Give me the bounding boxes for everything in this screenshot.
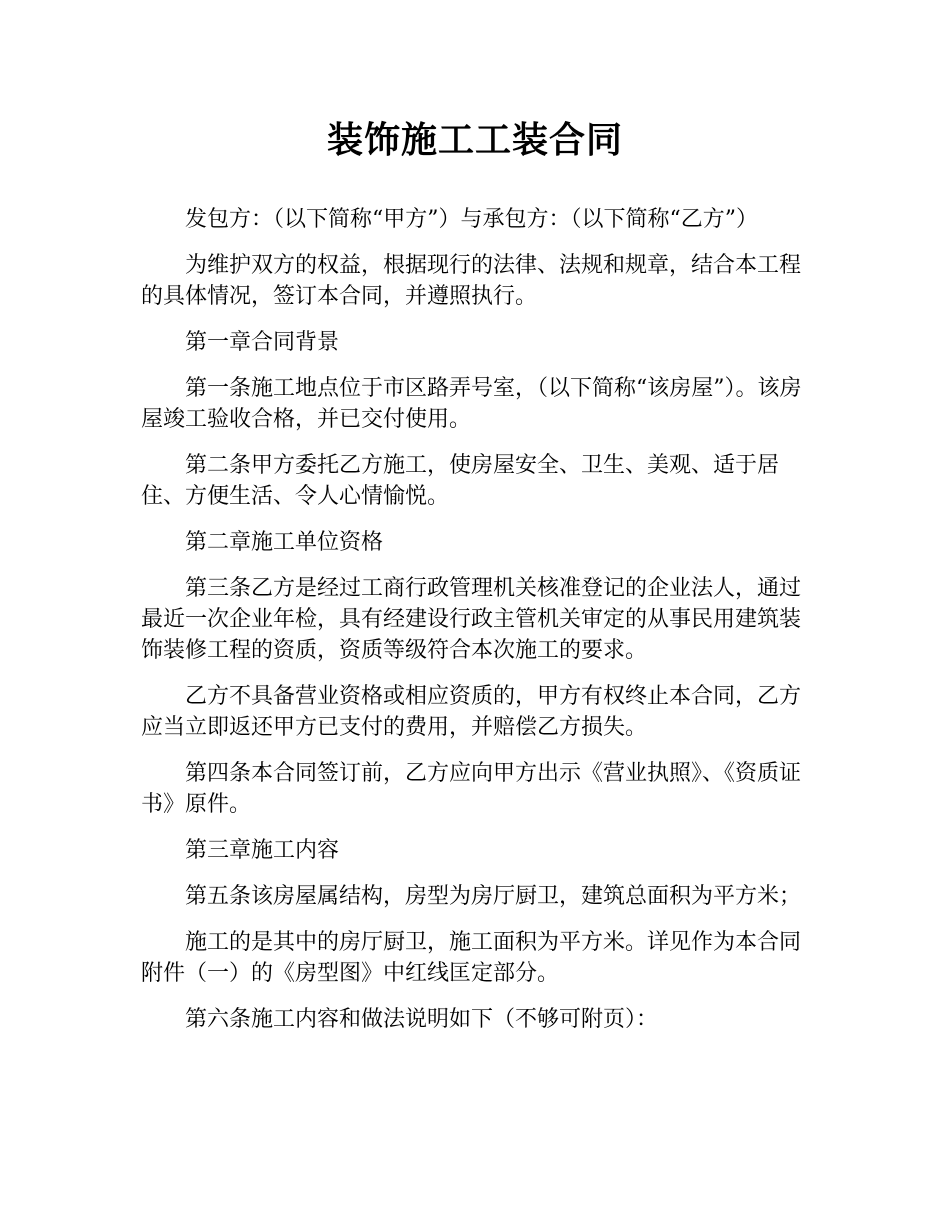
article-6: 第六条施工内容和做法说明如下（不够可附页）：: [185, 1007, 659, 1032]
document-body: [141, 204, 811, 1050]
article-3: 第三条乙方是经过工商行政管理机关核准登记的企业法人，通过最近一次企业年检，具有经建设行政主管机关审定的从事民用建筑装饰装修工程的资质，资质等级符合本次施工的要求。: [141, 576, 802, 663]
chapter-2-heading: 第二章施工单位资格: [185, 530, 384, 555]
document-title: 装饰施工工装合同: [326, 120, 623, 161]
paragraph-construction-area: 施工的是其中的房厅厨卫，施工面积为平方米。详见作为本合同附件（一）的《房型图》中红线匡定部分。: [141, 930, 802, 986]
article-1: 第一条施工地点位于市区路弄号室，（以下简称“该房屋”）。该房屋竣工验收合格，并已交付使用。: [141, 376, 802, 432]
chapter-1-heading: 第一章合同背景: [185, 330, 340, 355]
article-5: 第五条该房屋属结构，房型为房厅厨卫，建筑总面积为平方米；: [185, 884, 802, 909]
chapter-3-heading: 第三章施工内容: [185, 838, 340, 863]
article-4: 第四条本合同签订前，乙方应向甲方出示《营业执照》、《资质证书》原件。: [141, 761, 802, 817]
paragraph-qualification-note: 乙方不具备营业资格或相应资质的，甲方有权终止本合同，乙方应当立即返还甲方已支付的费用，并赔偿乙方损失。: [141, 684, 802, 740]
paragraph-parties: 发包方：（以下简称“甲方”）与承包方：（以下简称“乙方”）: [185, 207, 758, 232]
article-2: 第二条甲方委托乙方施工，使房屋安全、卫生、美观、适于居住、方便生活、令人心情愉悦。: [141, 453, 780, 509]
paragraph-purpose: 为维护双方的权益，根据现行的法律、法规和规章，结合本工程的具体情况，签订本合同，并遵照执行。: [141, 253, 802, 309]
